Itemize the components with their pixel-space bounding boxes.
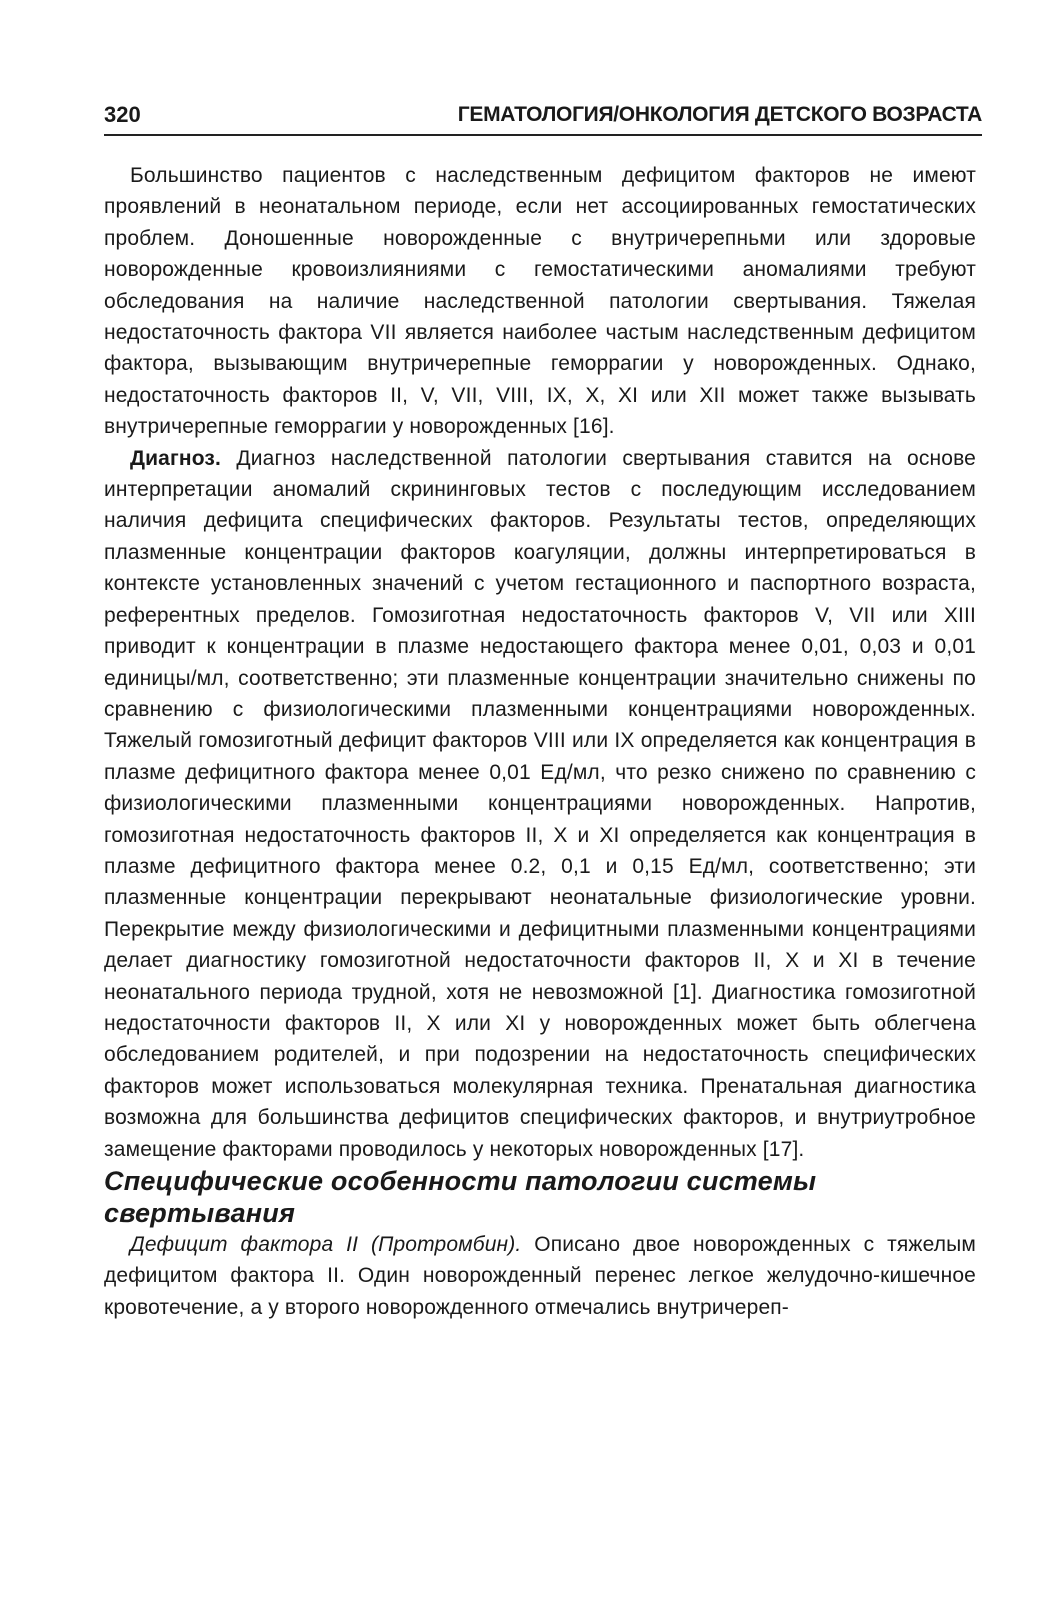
diagnosis-text: Диагноз наследственной патологии свертывания ставится на основе интерпретации аномалий скрининговых тестов с последующим исследованием наличия дефицита специфических факторов. Результаты тестов, определяющих плазменные концентрации факторов коагуляции, должны интерпретироваться в контексте установленных значений с учетом гестационного и паспортного возраста, референтных пределов. Гомозиготная недостаточность факторов V, VII или XIII приводит к концентрации в плазме недостающего фактора менее 0,01, 0,03 и 0,01 единицы/мл, соответственно; эти плазменные концентрации значительно снижены по сравнению с физиологическими плазменными концентрациями новорожденных. Тяжелый гомозиготный дефицит факторов VIII или IX определяется как концентрация в плазме дефицитного фактора менее 0,01 Ед/мл, что резко снижено по сравнению с физиологическими плазменными концентрациями новорожденных. Напротив, гомозиготная недостаточность факторов II, X и XI определяется как концентрация в плазме дефицитного фактора менее 0.2, 0,1 и 0,15 Ед/мл, соответственно; эти плазменные концентрации перекрывают неонатальные физиологические уровни. Перекрытие между физиологическими и дефицитными плазменными концентрациями делает диагностику гомозиготной недостаточности факторов II, X и XI в течение неонатального периода трудной, хотя не невозможной [1]. Диагностика гомозиготной недостаточности факторов II, X или XI у новорожденных может быть облегчена обследованием родителей, и при подозрении на недостаточность специфических факторов может использоваться молекулярная техника. Пренатальная диагностика возможна для большинства дефицитов специфических факторов, и внутриутробное замещение факторами проводилось у некоторых новорожденных [17]. xyxy=(104,446,976,1161)
paragraph-factor-ii xyxy=(104,1229,976,1323)
section-title: Специфические особенности патологии системы свертывания xyxy=(104,1166,817,1228)
page-number: 320 xyxy=(104,102,141,127)
factor-ii-text: Описано двое новорожденных с тяжелым дефицитом фактора II. Один новорожденный перенес легкое желудочно-кишечное кровотечение, а у второго новорожденного отмечались внутричереп- xyxy=(104,1233,976,1319)
factor-ii-heading: Дефицит фактора II (Протромбин). xyxy=(130,1233,522,1256)
diagnosis-heading: Диагноз. xyxy=(130,446,222,470)
page-header xyxy=(104,100,982,136)
paragraph-diagnosis xyxy=(104,443,976,1165)
body-text xyxy=(104,160,976,1323)
running-title: ГЕМАТОЛОГИЯ/ОНКОЛОГИЯ ДЕТСКОГО ВОЗРАСТА xyxy=(457,103,982,126)
paragraph-intro: Большинство пациентов с наследственным дефицитом факторов не имеют проявлений в неонатальном периоде, если нет ассоциированных гемостатических проблем. Доношенные новорожденные с внутричерепньми или здоровые новорожденные кровоизлияниями с гемостатическими аномалиями требуют обследования на наличие наследственной патологии свертывания. Тяжелая недостаточность фактора VII является наиболее частым наследственным дефицитом фактора, вызывающим внутричерепные геморрагии у новорожденных. Однако, недостаточность факторов II, V, VII, VIII, IX, X, XI или XII может также вызывать внутричерепные геморрагии у новорожденных [16]. xyxy=(104,164,976,439)
